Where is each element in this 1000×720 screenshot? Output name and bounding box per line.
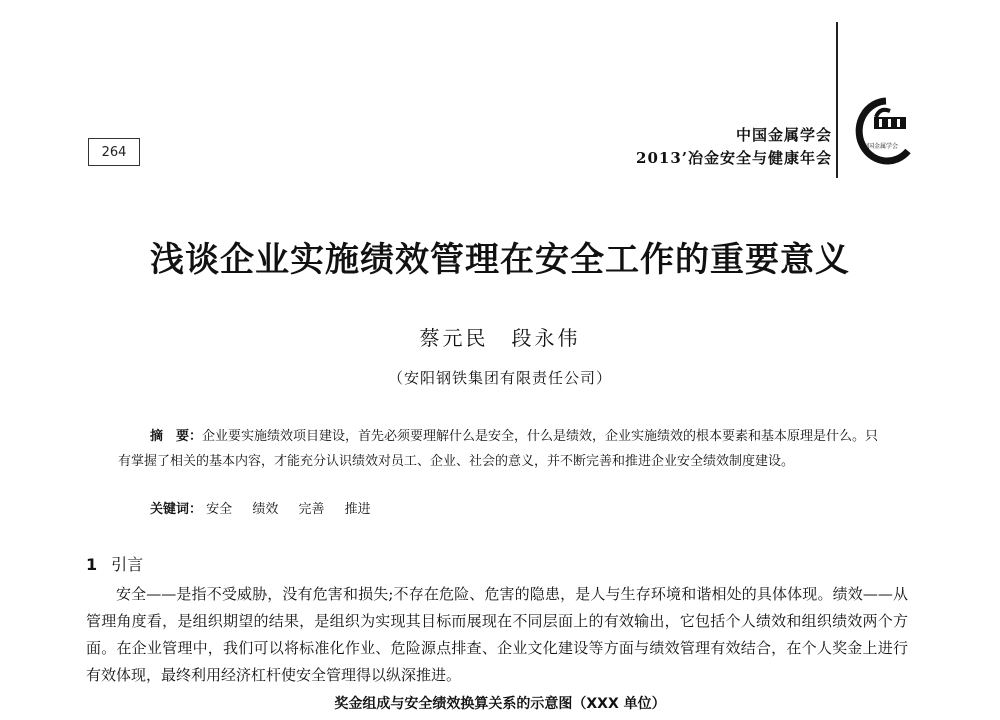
page-number: 264 bbox=[88, 138, 140, 166]
keyword: 完善 bbox=[298, 502, 325, 517]
header-organization: 中国金属学会 bbox=[735, 126, 832, 144]
keyword: 绩效 bbox=[252, 502, 279, 517]
section-heading bbox=[86, 552, 143, 575]
paper-title: 浅谈企业实施绩效管理在安全工作的重要意义 bbox=[150, 240, 850, 280]
header-divider bbox=[836, 22, 838, 178]
keyword: 推进 bbox=[344, 502, 371, 517]
authors: 蔡元民 段永伟 bbox=[419, 326, 581, 350]
abstract-label: 摘 要： bbox=[150, 429, 203, 444]
section-title: 引言 bbox=[111, 555, 144, 574]
keyword: 安全 bbox=[206, 502, 233, 517]
figure-caption: 奖金组成与安全绩效换算关系的示意图（XXX 单位） bbox=[334, 696, 666, 712]
body-paragraph: 安全——是指不受威胁，没有危害和损失;不存在危险、危害的隐患，是人与生存环境和谐相处的具体体现。绩效——从管理角度看，是组织期望的结果，是组织为实现其目标而展现在不同层面上的有效输出，它包括个人绩效和组织绩效两个方面。在企业管理中，我们可以将标准化作业、危险源点排查、企业文化建设等方面与绩效管理有效结合，在个人奖金上进行有效体现，最终利用经济杠杆使安全管理得以纵深推进。 bbox=[86, 585, 908, 684]
keywords-label: 关键词： bbox=[150, 502, 203, 517]
society-logo-icon bbox=[846, 95, 914, 167]
abstract bbox=[118, 424, 888, 474]
header-conference: 2013’冶金安全与健康年会 bbox=[636, 149, 832, 167]
section-number: 1 bbox=[86, 555, 98, 574]
affiliation: （安阳钢铁集团有限责任公司） bbox=[387, 369, 612, 387]
abstract-text: 企业要实施绩效项目建设，首先必须要理解什么是安全，什么是绩效，企业实施绩效的根本要素和基本原理是什么。只有掌握了相关的基本内容，才能充分认识绩效对员工、企业、社会的意义，并不断完善和推进企业安全绩效制度建设。 bbox=[118, 429, 879, 469]
journal-header bbox=[636, 124, 832, 170]
keywords bbox=[150, 497, 387, 522]
logo-caption: 中国金属学会 bbox=[861, 143, 899, 150]
